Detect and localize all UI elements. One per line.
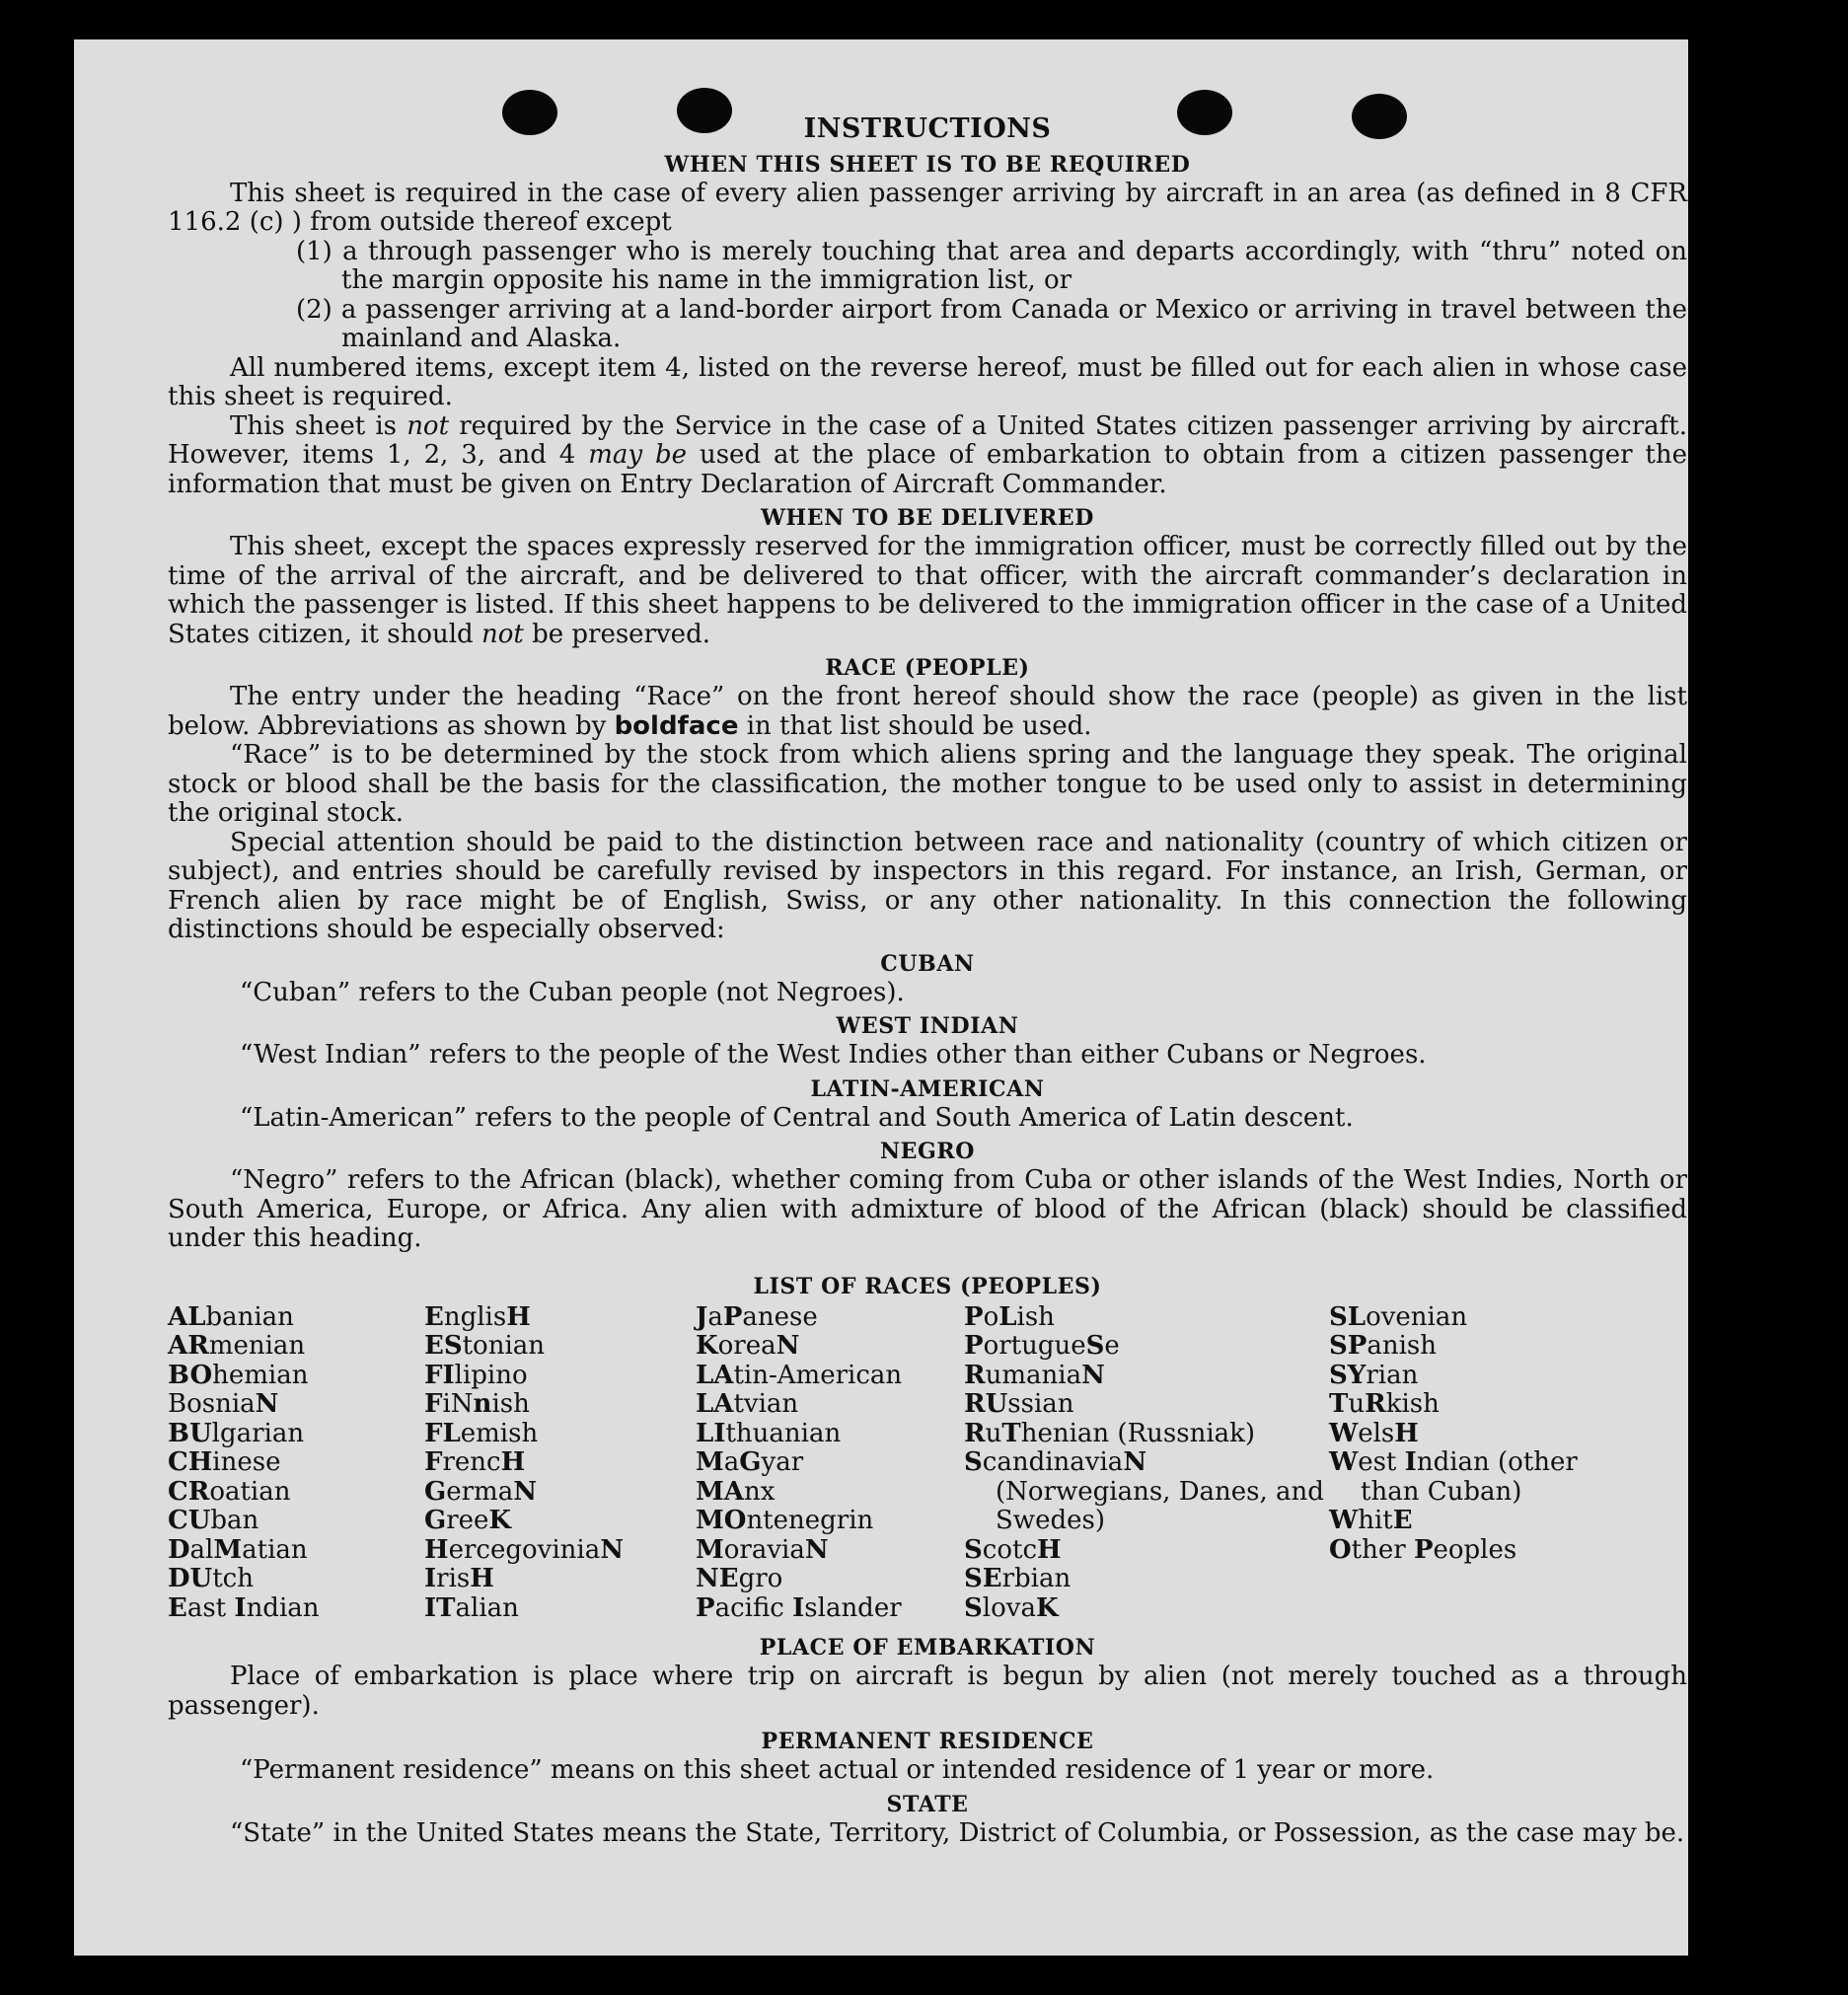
race-entry: PoLish [964,1301,1055,1332]
heading-race: RACE (PEOPLE) [825,655,1030,681]
race-entry: MOntenegrin [696,1506,874,1535]
paragraph: Special attention should be paid to the distinction between race and nationality (country of which citizen or subject), and entries should be carefully revised by inspectors in this regard. For instance, an Irish, German, or French alien by race might be of English, Swiss, or any other nationality. In this connection the following distinctions should be especially observed: [168,827,1687,944]
race-entry: KoreaN [696,1331,800,1361]
heading-west-indian: WEST INDIAN [836,1013,1019,1039]
race-entry: West Indian (other than Cuban) [1329,1447,1578,1507]
race-entry: CUban [168,1506,259,1535]
race-entry: MoraviaN [696,1534,829,1565]
definition-latin-american: “Latin-American” refers to the people of Central and South America of Latin descent. [240,1102,1354,1133]
race-entry: DUtch [168,1564,254,1593]
race-entry: Other Peoples [1329,1534,1517,1565]
page-title: INSTRUCTIONS [803,113,1052,144]
race-entry: SlovaK [964,1592,1059,1623]
race-entry: FiNnish [424,1389,530,1419]
document-page [74,39,1688,1956]
race-entry: CRoatian [168,1476,291,1507]
race-entry: WhitE [1329,1506,1413,1535]
race-entry: IrisH [424,1564,494,1593]
race-entry: RuThenian (Russniak) [964,1418,1256,1448]
paragraph: This sheet is required in the case of every alien passenger arriving by aircraft in an area (as defined in 8 CFR 116.2 (c) ) from outside thereof except [168,178,1687,237]
heading-permanent-residence: PERMANENT RESIDENCE [761,1729,1094,1754]
heading-delivered: WHEN TO BE DELIVERED [761,505,1094,531]
heading-negro: NEGRO [879,1139,976,1164]
race-entry: SYrian [1329,1360,1419,1390]
paragraph: This sheet is not required by the Service in the case of a United States citizen passenger arriving by aircraft. However, items 1, 2, 3, and 4 may be used at the place of embarkation to obtain from a citizen passenger the information that must be given on Entry Declaration of Aircraft Commander. [168,410,1688,499]
race-entry: PortugueSe [964,1331,1120,1361]
race-entry: SLovenian [1329,1301,1468,1332]
race-entry: LAtin-American [696,1360,903,1390]
paragraph: Place of embarkation is place where trip on aircraft is begun by alien (not merely touched as a through passenger). [168,1662,1687,1721]
race-entry: ScotcH [964,1534,1062,1565]
heading-cuban: CUBAN [880,950,975,977]
definition-cuban: “Cuban” refers to the Cuban people (not Negroes). [240,977,905,1007]
race-entry: East Indian [168,1592,320,1623]
race-entry: JaPanese [696,1301,818,1332]
instructions-body [168,107,1687,1848]
list-item: (2) a passenger arriving at a land-border airport from Canada or Mexico or arriving in travel between the mainland and Alaska. [296,294,1687,353]
race-column [424,1303,696,1624]
race-entry: GermaN [424,1476,537,1507]
race-entry: HercegoviniaN [424,1534,624,1565]
race-entry: ALbanian [168,1301,294,1332]
race-entry: RUssian [964,1389,1074,1419]
race-entry: EStonian [424,1331,546,1361]
race-entry: ITalian [424,1592,519,1623]
definition-negro: “Negro” refers to the African (black), whether coming from Cuba or other islands of the West Indies, North or South America, Europe, or Africa. Any alien with admixture of blood of the African (black) should be classified under this heading. [168,1165,1687,1253]
paragraph: The entry under the heading “Race” on the front hereof should show the race (people) as given in the list below. Abbreviations as shown by boldface in that list should be used. [168,682,1687,741]
race-entry: GreeK [424,1506,512,1535]
race-entry: SPanish [1329,1331,1437,1361]
race-entry: EnglisH [424,1301,531,1332]
race-entry: ScandinaviaN (Norwegians, Danes, and Swedes) [964,1447,1324,1535]
race-entry: FrencH [424,1447,526,1477]
race-entry: FIlipino [424,1360,528,1390]
heading-state: STATE [886,1791,969,1817]
paragraph: “Permanent residence” means on this sheet actual or intended residence of 1 year or more. [240,1755,1435,1785]
heading-list-of-races: LIST OF RACES (PEOPLES) [753,1273,1102,1299]
race-entry: LAtvian [696,1389,799,1419]
race-entry: LIthuanian [696,1418,842,1448]
heading-latin-american: LATIN-AMERICAN [810,1075,1045,1102]
heading-required: WHEN THIS SHEET IS TO BE REQUIRED [664,151,1191,178]
race-entry: WelsH [1329,1418,1419,1448]
race-entry: BOhemian [168,1360,309,1390]
race-column [1329,1303,1615,1624]
race-entry: MAnx [696,1476,776,1507]
races-list [168,1303,1687,1624]
race-entry: NEgro [696,1564,783,1593]
paragraph: “Race” is to be determined by the stock from which aliens spring and the language they speak. The original stock or blood shall be the basis for the classification, the mother tongue to be used only to assist in determining the original stock. [168,740,1687,828]
race-column [964,1303,1329,1624]
race-entry: BUlgarian [168,1418,305,1448]
race-entry: Pacific Islander [696,1592,902,1623]
race-entry: SErbian [964,1564,1072,1593]
heading-embarkation: PLACE OF EMBARKATION [759,1635,1096,1661]
definition-west-indian: “West Indian” refers to the people of the West Indies other than either Cubans or Negroes. [240,1040,1427,1070]
race-column [168,1303,424,1624]
paragraph: “State” in the United States means the State, Territory, District of Columbia, or Possession, as the case may be. [230,1817,1685,1848]
paragraph: This sheet, except the spaces expressly reserved for the immigration officer, must be correctly filled out by the time of the arrival of the aircraft, and be delivered to that officer, with the aircraft commander’s declaration in which the passenger is listed. If this sheet happens to be delivered to the immigration officer in the case of a United States citizen, it should not be preserved. [168,532,1687,649]
race-entry: TuRkish [1329,1389,1440,1419]
race-entry: FLemish [424,1418,539,1448]
race-column [696,1303,964,1624]
race-entry: CHinese [168,1447,281,1477]
list-item: (1) a through passenger who is merely touching that area and departs accordingly, with “thru” noted on the margin opposite his name in the immigration list, or [296,236,1687,295]
race-entry: RumaniaN [964,1360,1105,1390]
race-entry: ARmenian [168,1331,306,1361]
race-entry: DalMatian [168,1534,308,1565]
race-entry: MaGyar [696,1447,804,1477]
race-entry: BosniaN [168,1389,279,1419]
paragraph: All numbered items, except item 4, listed on the reverse hereof, must be filled out for each alien in whose case this sheet is required. [168,352,1687,411]
